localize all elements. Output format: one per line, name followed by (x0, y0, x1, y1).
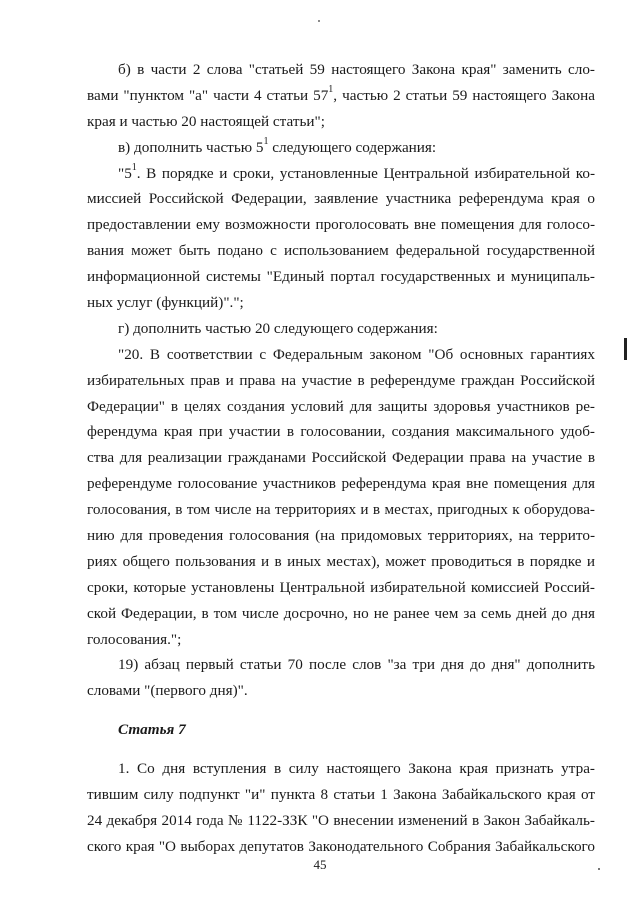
text-line: референдуме голосование участников референдума края вне помещения для (87, 475, 595, 493)
text-line: ферендума края при участии в голосовании, создания максимального удоб- (87, 423, 595, 441)
text-line: риях общего пользования и в иных местах), может проводиться в порядке и (87, 552, 595, 570)
text-line: тившим силу подпункт "и" пункта 8 статьи 1 Закона Забайкальского края от (87, 786, 595, 804)
paragraph-gap (87, 704, 595, 717)
text-line: края и частью 20 настоящей статьи"; (87, 112, 325, 130)
text-line: миссией Российской Федерации, заявление участника референдума края о (87, 190, 595, 208)
text-line: предоставлении ему возможности проголосовать вне помещения для голосо- (87, 216, 595, 234)
text-line: информационной системы "Единый портал государственных и муниципаль- (87, 268, 595, 286)
text-line: ных услуг (функций)"."; (87, 294, 244, 312)
scan-speck (318, 20, 320, 22)
document-body (87, 57, 595, 860)
text-line: вами "пунктом "а" части 4 статьи $57^1$, частью 2 статьи 59 настоящего Закона (87, 83, 595, 104)
superscript: 1 (131, 161, 137, 173)
text-line: ства для реализации гражданами Российской Федерации права на участие в (87, 449, 595, 467)
text-line: сроки, которые установлены Центральной избирательной комиссией Россий- (87, 578, 595, 596)
text-line: "$5^1$. В порядке и сроки, установленные Центральной избирательной ко- (118, 161, 595, 182)
text-line: в) дополнить частью $5^1$ следующего содержания: (118, 135, 437, 156)
text-line: Федерации" в целях создания условий для защиты здоровья участников ре- (87, 397, 595, 415)
text-line: 24 декабря 2014 года № 1122-ЗЗК "О внесении изменений в Закон Забайкаль- (87, 811, 595, 829)
text-line: "20. В соответствии с Федеральным законом "Об основных гарантиях (118, 345, 595, 363)
paragraph-gap (87, 743, 595, 756)
superscript: 1 (263, 135, 269, 147)
text-line: б) в части 2 слова "статьей 59 настоящего Закона края" заменить сло- (118, 61, 595, 78)
text-line: 1. Со дня вступления в силу настоящего Закона края признать утра- (118, 760, 595, 778)
text-line: 19) абзац первый статьи 70 после слов "за три дня до дня" дополнить (118, 656, 595, 674)
page-number: 45 (313, 857, 327, 872)
text-line: ской Федерации, в том числе досрочно, но не ранее чем за семь дней до дня (87, 604, 595, 622)
text-line: вания может быть подано с использованием федеральной государственной (87, 242, 595, 260)
text-line: голосования, в том числе на территориях и в местах, пригодных к оборудова- (87, 501, 595, 519)
text-line: голосования."; (87, 630, 182, 648)
text-line: словами "(первого дня)". (87, 682, 248, 700)
text-line: г) дополнить частью 20 следующего содержания: (118, 319, 438, 337)
text-line: избирательных прав и права на участие в референдуме граждан Российской (87, 371, 595, 389)
article-heading: Статья 7 (118, 721, 186, 739)
superscript: 1 (328, 83, 334, 95)
margin-mark (624, 338, 627, 360)
text-line: нию для проведения голосования (на придомовых территориях, на террито- (87, 527, 595, 545)
text-line: ского края "О выборах депутатов Законодательного Собрания Забайкальского (87, 837, 595, 855)
